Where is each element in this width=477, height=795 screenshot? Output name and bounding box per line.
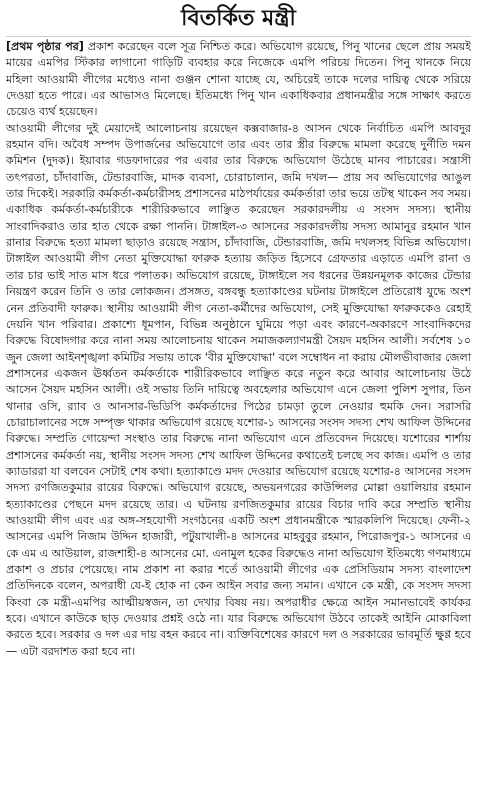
paragraph-text: প্রকাশ করেছেন বলে সূত্র নিশ্চিত করে। অভিযোগ রয়েছে, পিনু খানের ছেলে প্রায় সময়ই মায়ের এমপির স্টিকার লাগানো গাড়িটি ব্যবহার করে নিজেকে এমপি পরিচয় দিতেন। পিনু খানকে নিয়ে মহিলা আওয়ামী লীগের মধ্যেও নানা গুঞ্জন শোনা যাচ্ছে যে, অচিরেই তাকে দলের দায়িত্ব থেকে সরিয়ে দেওয়া হতে পারে। এর আভাসও মিলেছে। ইতিমধ্যে পিনু খান একাধিকবার প্রধানমন্ত্রীর সঙ্গে সাক্ষাৎ করতে চেয়েও ব্যর্থ হয়েছেন। bbox=[6, 40, 471, 119]
article-paragraph-1 bbox=[6, 39, 471, 121]
article-body bbox=[6, 39, 471, 660]
article-paragraph-2 bbox=[6, 121, 471, 660]
article-headline: বিতর্কিত মন্ত্রী bbox=[6, 4, 471, 37]
continuation-label: [প্রথম পৃষ্ঠার পর] bbox=[6, 40, 84, 53]
paragraph-text: আওয়ামী লীগের দুই মেয়াদেই আলোচনায় রয়েছেন কক্সবাজার-৪ আসন থেকে নির্বাচিত এমপি আবদুর রহমান বদি। অবৈধ সম্পদ উপার্জনের অভিযোগে তার এবং তার স্ত্রীর বিরুদ্ধে মামলা করেছে দুর্নীতি দমন কমিশন (দুদক)। ইয়াবার গডফাদারের পর এবার তার বিরুদ্ধে অভিযোগ উঠেছে মানব পাচারের। সন্ত্রাসী তৎপরতা, চাঁদাবাজি, টেন্ডারবাজি, মাদক ব্যবসা, চোরাচালান, জমি দখল— প্রায় সব অভিযোগের আঙুল তার দিকেই। সরকারি কর্মকর্তা-কর্মচারীসহ প্রশাসনের মাঠপর্যায়ের কর্মকর্তারা তার ভয়ে তটস্থ থাকেন সব সময়। একাধিক কর্মকর্তা-কর্মচারীকে শারীরিকভাবে লাঞ্ছিত করেছেন সরকারদলীয় এ সংসদ সদস্য। স্থানীয় সাংবাদিকরাও তার হাত থেকে রক্ষা পাননি। টাঙ্গাইল-৩ আসনের সরকারদলীয় সদস্য আমানুর রহমান খান রানার বিরুদ্ধে হত্যা মামলা ছাড়াও রয়েছে সন্ত্রাস, চাঁদাবাজি, টেন্ডারবাজি, জমি দখলসহ বিভিন্ন অভিযোগ। টাঙ্গাইল আওয়ামী লীগ নেতা মুক্তিযোদ্ধা ফারুক হত্যায় জড়িত হিসেবে গ্রেফতার এড়াতে এমপি রানা ও তার চার ভাই সাত মাস ধরে পলাতক। অভিযোগ রয়েছে, টাঙ্গাইলে সব ধরনের উন্নয়নমূলক কাজের টেন্ডার নিয়ন্ত্রণ করেন তিনি ও তার লোকজন। প্রসঙ্গত, বঙ্গবন্ধু হত্যাকাণ্ডের ঘটনায় টাঙ্গাইলে প্রতিরোধ যুদ্ধে অংশ নেন প্রতিবাদী ফারুক। স্থানীয় আওয়ামী লীগ নেতা-কর্মীদের অভিযোগ, সেই মুক্তিযোদ্ধা ফারুককেও রেহাই দেয়নি খান পরিবার। প্রকাশ্যে ধূমপান, বিভিন্ন অনুষ্ঠানে ঘুমিয়ে পড়া এবং কারণে-অকারণে সাংবাদিকদের বিরুদ্ধে বিষোদগার করে নানা সময় আলোচনায় থাকেন সমাজকল্যাণমন্ত্রী সৈয়দ মহসিন আলী। সর্বশেষ ১০ জুন জেলা আইনশৃঙ্খলা কমিটির সভায় তাকে 'বীর মুক্তিযোদ্ধা' বলে সম্বোধন না করায় মৌলভীবাজার জেলা প্রশাসনের একজন ঊর্ধ্বতন কর্মকর্তাকে শারীরিকভাবে লাঞ্ছিত করে নতুন করে আবার আলোচনায় উঠে আসেন সৈয়দ মহসিন আলী। ওই সভায় তিনি দায়িত্বে অবহেলার অভিযোগ এনে জেলা পুলিশ সুপার, তিন থানার ওসি, র‍্যাব ও আনসার-ভিডিপি কর্মকর্তাদের পিঠের চামড়া তুলে নেওয়ার হুমকি দেন। সরাসরি চোরাচালানের সঙ্গে সম্পৃক্ত থাকার অভিযোগ রয়েছে যশোর-১ আসনের সংসদ সদস্য শেখ আফিল উদ্দিনের বিরুদ্ধে। সম্প্রতি গোয়েন্দা সংস্থাও তার বিরুদ্ধে নানা অভিযোগ এনে প্রতিবেদন দিয়েছে। যশোরের শার্শায় প্রশাসনের কর্মকর্তা নয়, স্থানীয় সংসদ সদস্য শেখ আফিল উদ্দিনের কথাতেই চলছে সব কাজ। এমপি ও তার ক্যাডাররা যা বলবেন সেটাই শেষ কথা। হত্যাকাণ্ডে মদদ দেওয়ার অভিযোগ রয়েছে যশোর-৪ আসনের সংসদ সদস্য রণজিতকুমার রায়ের বিরুদ্ধে। অভিযোগ রয়েছে, অভয়নগরের কাউন্সিলর মোল্লা ওয়ালিয়ার রহমান হত্যাকাণ্ডের পেছনে মদদ রয়েছে তার। এ ঘটনায় রণজিতকুমার রায়ের বিচার দাবি করে সম্প্রতি স্থানীয় আওয়ামী লীগ এবং এর অঙ্গ-সহযোগী সংগঠনের একটি অংশ প্রধানমন্ত্রীকে স্মারকলিপি দিয়েছে। ফেনী-২ আসনের এমপি নিজাম উদ্দিন হাজারী, পটুয়াখালী-৪ আসনের মাহবুবুর রহমান, পিরোজপুর-১ আসনের এ কে এম এ আউয়াল, রাজশাহী-৪ আসনের মো. এনামুল হকের বিরুদ্ধেও নানা অভিযোগ ইতিমধ্যে গণমাধ্যমে প্রকাশ ও প্রচার পেয়েছে। নাম প্রকাশ না করার শর্তে আওয়ামী লীগের এক প্রেসিডিয়াম সদস্য বাংলাদেশ প্রতিদিনকে বলেন, অপরাধী যে-ই হোক না কেন আইন সবার জন্য সমান। এখানে কে মন্ত্রী, কে সংসদ সদস্য কিংবা কে মন্ত্রী-এমপির আত্মীয়স্বজন, তা দেখার বিষয় নয়। অপরাধীর ক্ষেত্রে আইন সমানভাবেই কার্যকর হবে। এখানে কাউকে ছাড় দেওয়ার প্রশ্নই ওঠে না। যার বিরুদ্ধে অভিযোগ উঠবে তাকেই আইনি মোকাবিলা করতে হবে। সরকার ও দল এর দায় বহন করবে না। ব্যক্তিবিশেষের কারণে দল ও সরকারের ভাবমূর্তি ক্ষুণ্ণ হবে— এটা বরদাশত করা হবে না। bbox=[6, 121, 471, 658]
